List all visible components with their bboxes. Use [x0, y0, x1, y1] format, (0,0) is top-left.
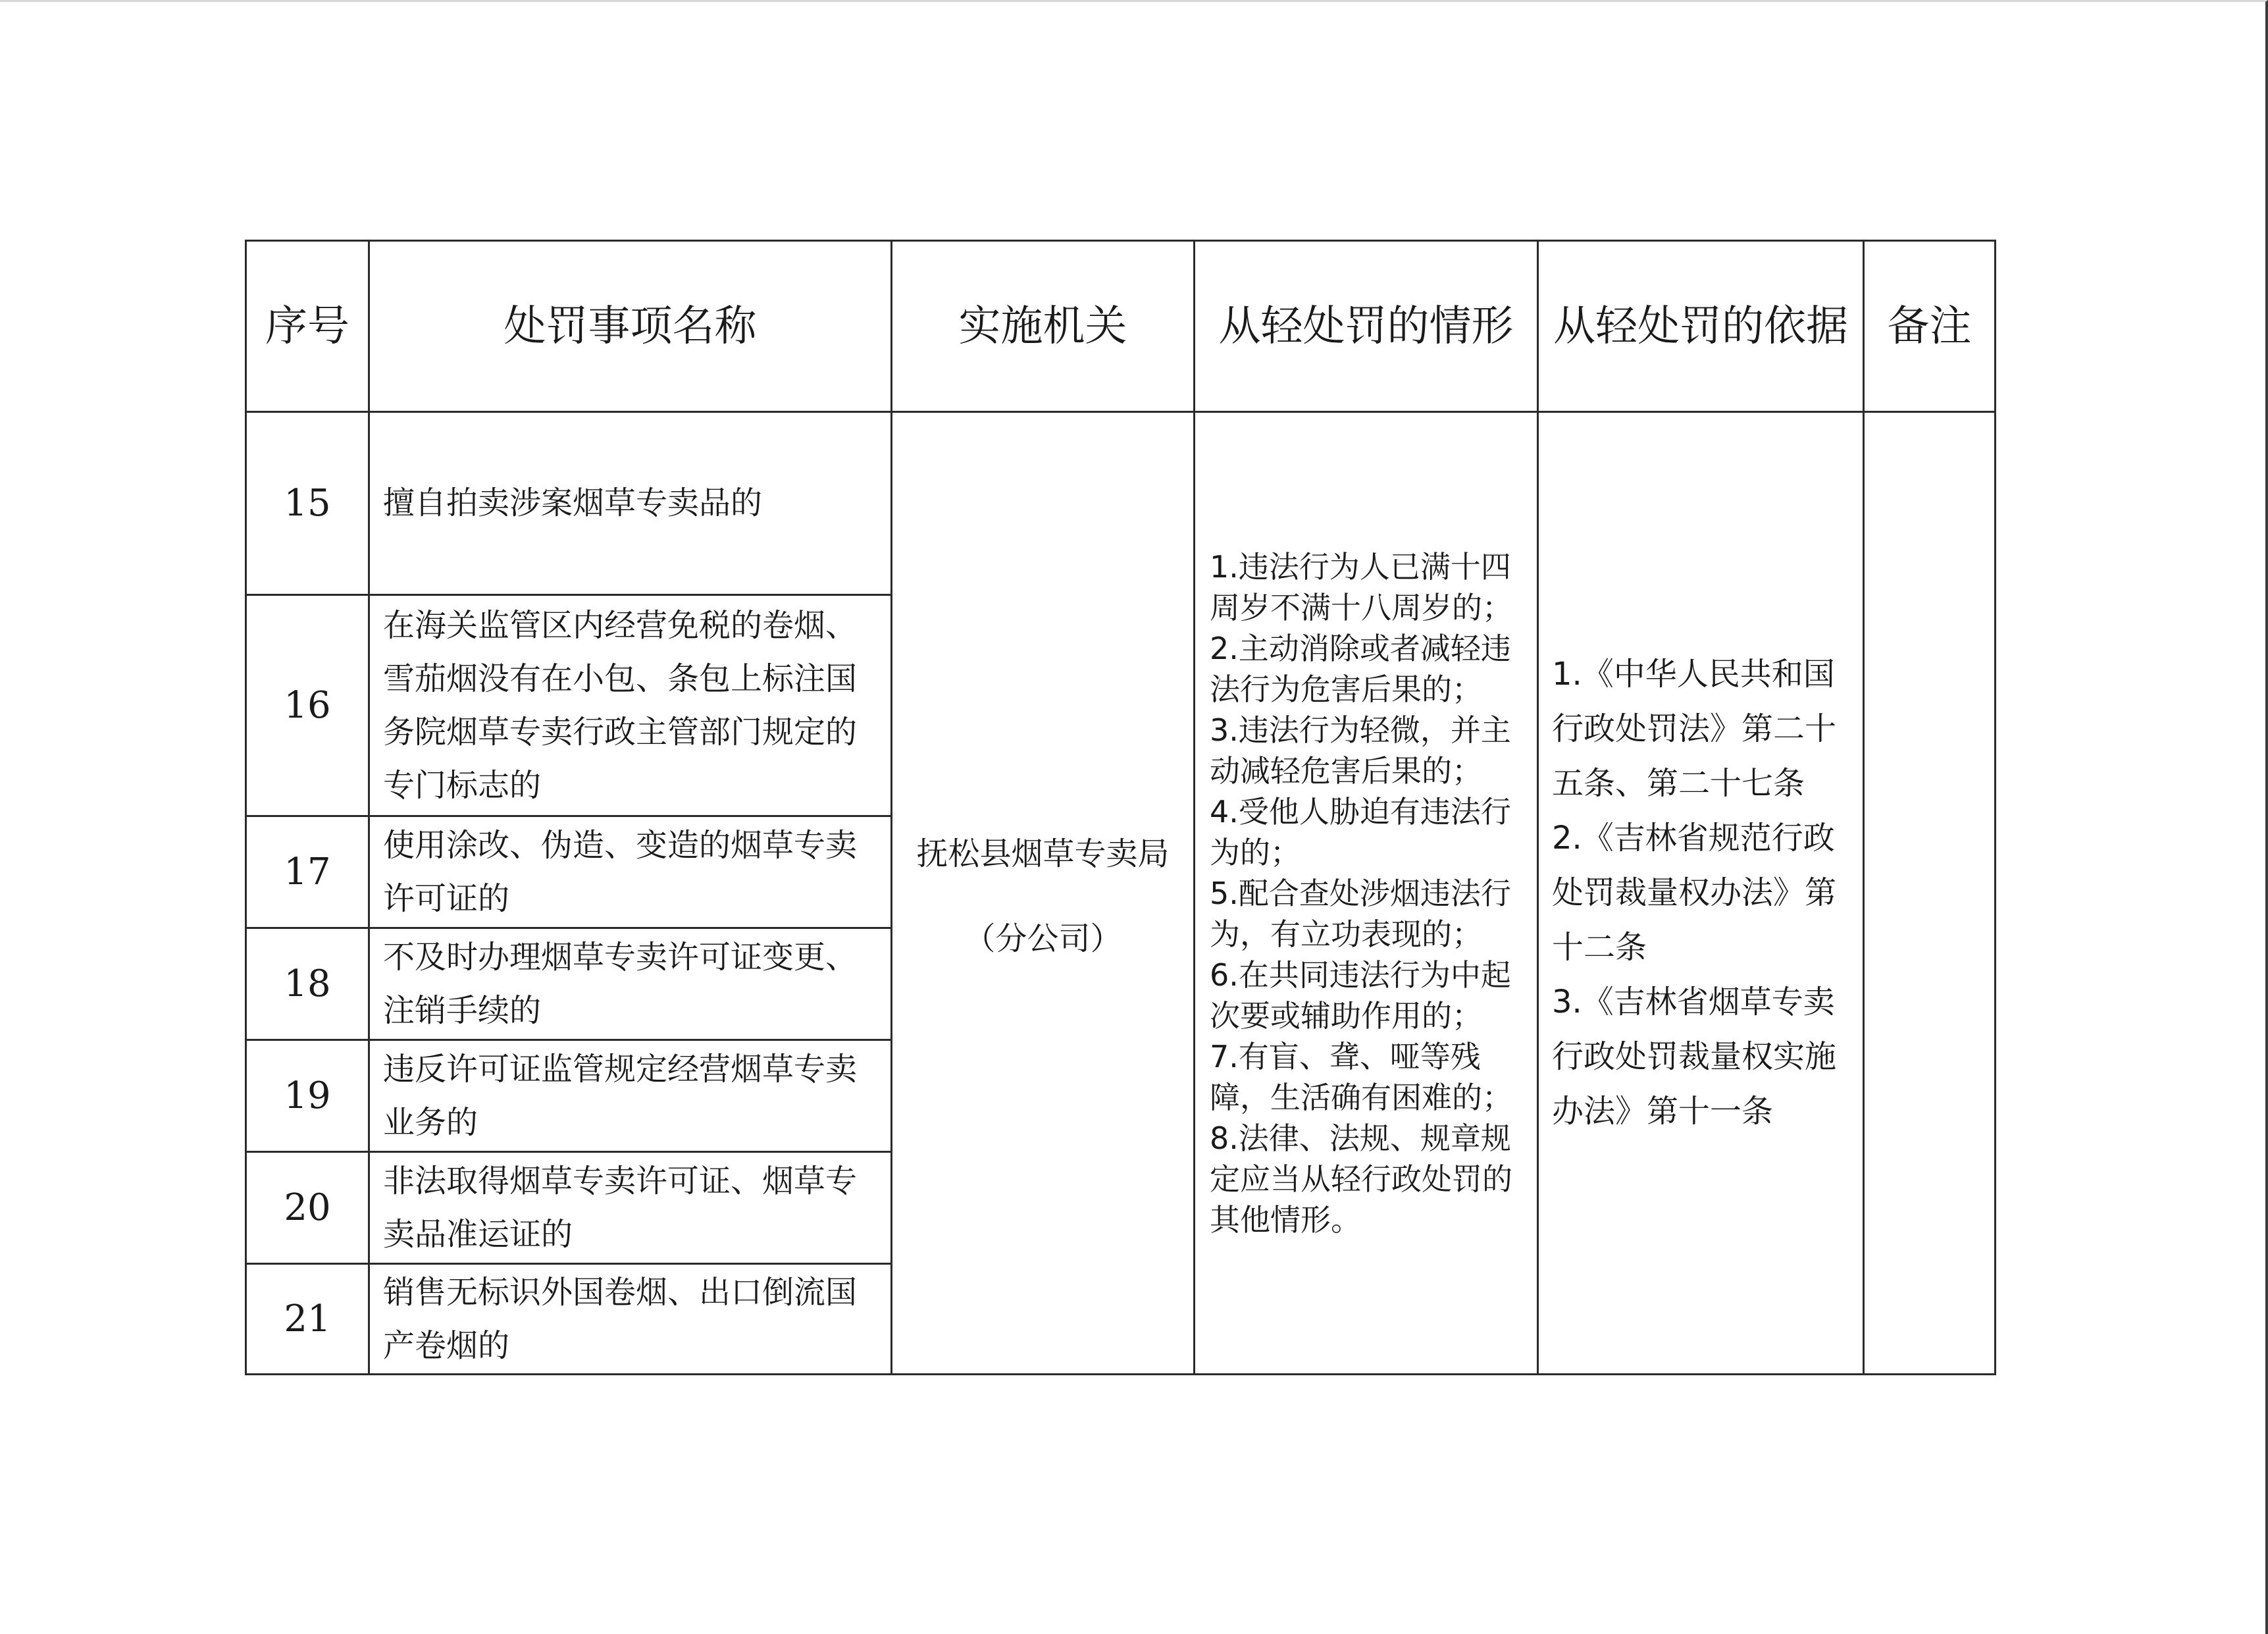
circumstance-item: 1.违法行为人已满十四周岁不满十八周岁的；	[1210, 548, 1512, 625]
penalty-item-name: 使用涂改、伪造、变造的烟草专卖许可证的	[369, 816, 892, 928]
agency-cell	[892, 412, 1195, 1375]
row-index: 18	[246, 928, 369, 1040]
notes-cell	[1864, 412, 1996, 1375]
header-basis: 从轻处罚的依据	[1538, 241, 1864, 412]
table-row	[246, 412, 1996, 595]
penalty-item-name: 擅自拍卖涉案烟草专卖品的	[369, 412, 892, 595]
penalty-item-name: 在海关监管区内经营免税的卷烟、雪茄烟没有在小包、条包上标注国务院烟草专卖行政主管部门规定的专门标志的	[369, 595, 892, 816]
header-agency: 实施机关	[892, 241, 1195, 412]
penalty-item-name: 违反许可证监管规定经营烟草专卖业务的	[369, 1040, 892, 1152]
basis-item: 2.《吉林省规范行政处罚裁量权办法》第十二条	[1552, 820, 1837, 966]
basis-item: 3.《吉林省烟草专卖行政处罚裁量权实施办法》第十一条	[1552, 984, 1837, 1130]
row-index: 17	[246, 816, 369, 928]
basis-item: 1.《中华人民共和国行政处罚法》第二十五条、第二十七条	[1552, 656, 1837, 802]
row-index: 20	[246, 1152, 369, 1264]
circumstance-item: 8.法律、法规、规章规定应当从轻行政处罚的其他情形。	[1210, 1120, 1512, 1238]
header-notes: 备注	[1864, 241, 1996, 412]
circumstance-item: 2.主动消除或者减轻违法行为危害后果的；	[1210, 630, 1511, 707]
row-index: 21	[246, 1264, 369, 1375]
agency-branch: （分公司）	[964, 920, 1122, 957]
circumstance-item: 6.在共同违法行为中起次要或辅助作用的；	[1210, 957, 1511, 1034]
row-index: 15	[246, 412, 369, 595]
header-circumstances: 从轻处罚的情形	[1195, 241, 1538, 412]
circumstance-item: 7.有盲、聋、哑等残障，生活确有困难的；	[1210, 1038, 1512, 1115]
circumstance-item: 4.受他人胁迫有违法行为的；	[1210, 793, 1511, 870]
agency-name: 抚松县烟草专卖局	[916, 835, 1170, 872]
header-row	[246, 241, 1996, 412]
header-name: 处罚事项名称	[369, 241, 892, 412]
penalty-item-name: 非法取得烟草专卖许可证、烟草专卖品准运证的	[369, 1152, 892, 1264]
circumstance-item: 3.违法行为轻微，并主动减轻危害后果的；	[1210, 712, 1511, 789]
penalty-item-name: 不及时办理烟草专卖许可证变更、注销手续的	[369, 928, 892, 1040]
circumstance-item: 5.配合查处涉烟违法行为，有立功表现的；	[1210, 875, 1511, 952]
row-index: 16	[246, 595, 369, 816]
penalty-item-name: 销售无标识外国卷烟、出口倒流国产卷烟的	[369, 1264, 892, 1375]
penalty-table	[245, 240, 1996, 1375]
basis-cell	[1538, 412, 1864, 1375]
header-index: 序号	[246, 241, 369, 412]
circumstances-cell	[1195, 412, 1538, 1375]
row-index: 19	[246, 1040, 369, 1152]
